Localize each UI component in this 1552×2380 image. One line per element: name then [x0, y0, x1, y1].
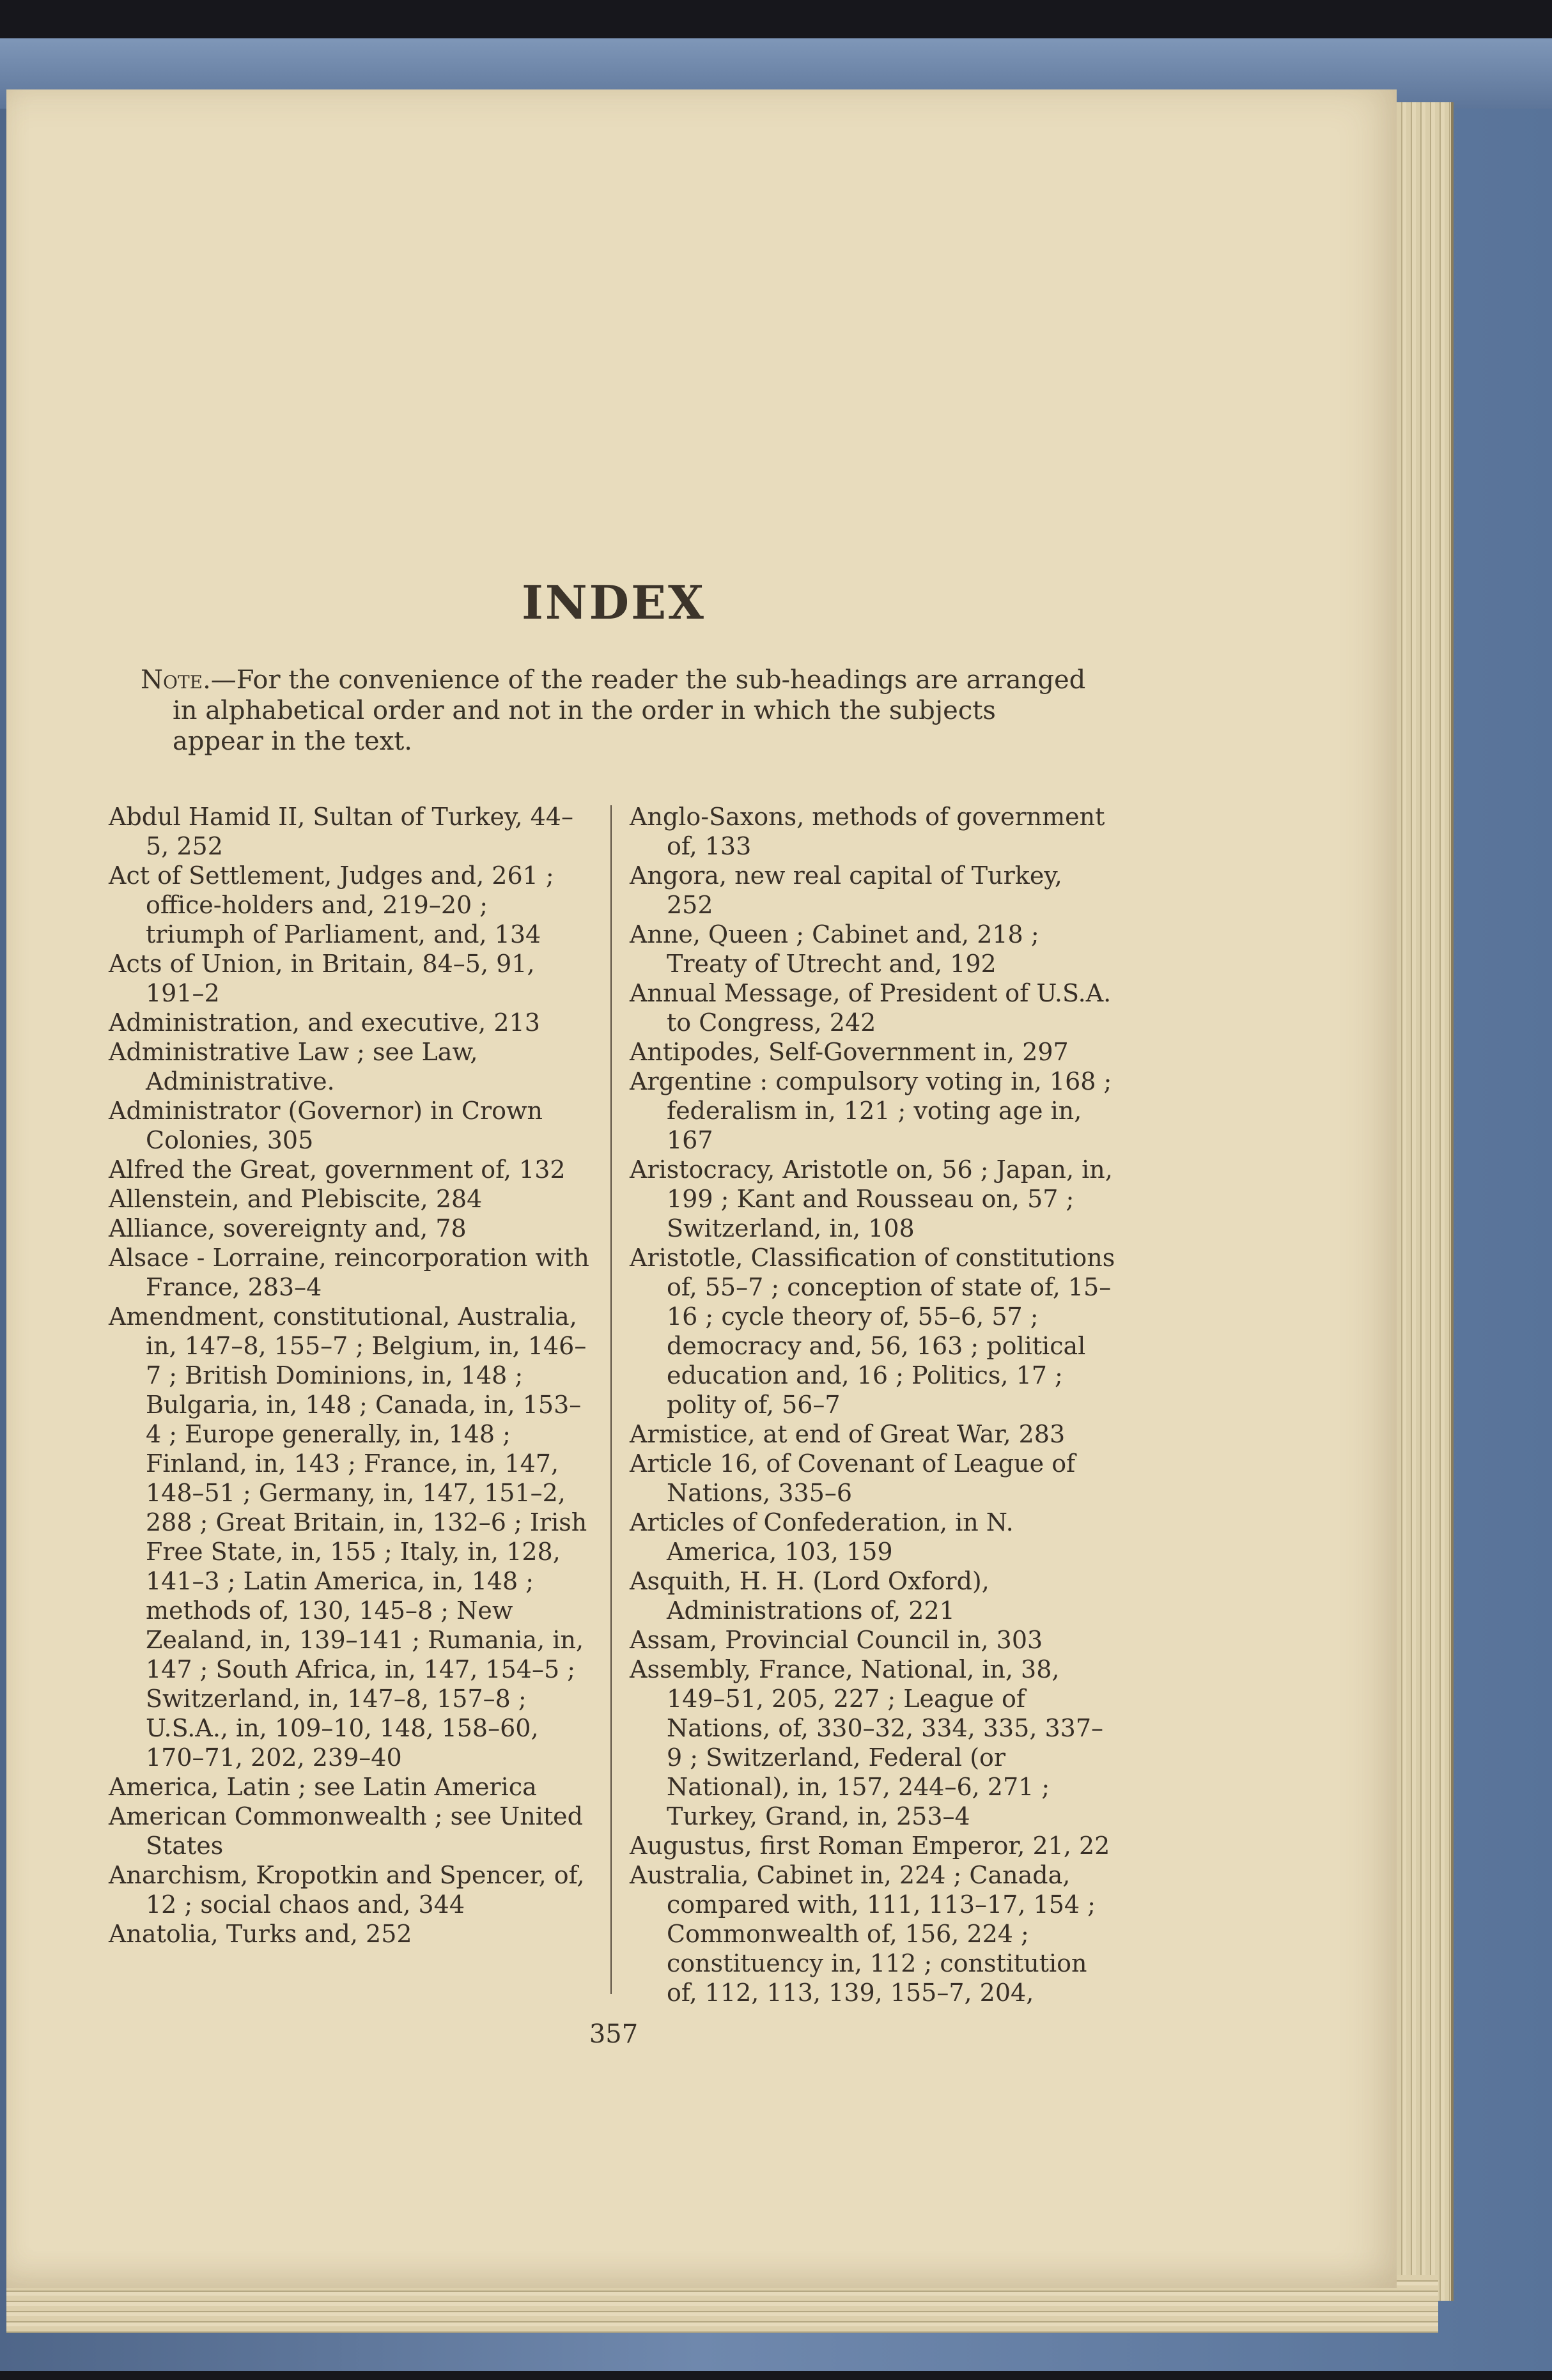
index-entry: Alfred the Great, government of, 132	[109, 1155, 566, 1184]
index-entry: Aristotle, Classification of constitutions of, 55–7 ; conception of state of, 15–16 ; cycle theory of, 55–6, 57 ; democracy and, 56, 163 ; political education and, 16 ; Politics, 17 ; polity of, 56–7	[630, 1244, 1115, 1419]
note-lead: Note.	[141, 665, 211, 695]
index-entry: Amendment, constitutional, Australia, in, 147–8, 155–7 ; Belgium, in, 146–7 ; British Dominions, in, 148 ; Bulgaria, in, 148 ; Canada, in, 153–4 ; Europe generally, in, 148 ; Finland, in, 143 ; France, in, 147, 148–51 ; Germany, in, 147, 151–2, 288 ; Great Britain, in, 132–6 ; Irish Free State, in, 155 ; Italy, in, 128, 141–3 ; Latin America, in, 148 ; methods of, 130, 145–8 ; New Zealand, in, 139–141 ; Rumania, in, 147 ; South Africa, in, 147, 154–5 ; Switzerland, in, 147–8, 157–8 ; U.S.A., in, 109–10, 148, 158–60, 170–71, 202, 239–40	[109, 1302, 587, 1772]
index-entry: Act of Settlement, Judges and, 261 ; office-holders and, 219–20 ; triumph of Parliament, and, 134	[109, 862, 554, 948]
index-entry: Administrative Law ; see Law, Administrative.	[109, 1038, 478, 1095]
column-divider	[610, 805, 612, 1994]
index-entry: Article 16, of Covenant of League of Nations, 335–6	[630, 1449, 1076, 1507]
index-entry: Articles of Confederation, in N. America, 103, 159	[630, 1508, 1014, 1566]
index-entry: Australia, Cabinet in, 224 ; Canada, compared with, 111, 113–17, 154 ; Commonwealth of, 156, 224 ; constituency in, 112 ; constitution of, 112, 113, 139, 155–7, 204,	[630, 1861, 1096, 2007]
index-entry: Angora, new real capital of Turkey, 252	[630, 862, 1062, 919]
index-entry: Aristocracy, Aristotle on, 56 ; Japan, in, 199 ; Kant and Rousseau on, 57 ; Switzerland, in, 108	[630, 1155, 1113, 1242]
index-entry: Administration, and executive, 213	[109, 1008, 540, 1037]
index-entry: American Commonwealth ; see United States	[109, 1802, 583, 1860]
index-entry: Anne, Queen ; Cabinet and, 218 ; Treaty of Utrecht and, 192	[630, 920, 1039, 978]
index-entry: Augustus, first Roman Emperor, 21, 22	[630, 1832, 1110, 1860]
index-heading: INDEX	[522, 575, 706, 630]
index-entry: Armistice, at end of Great War, 283	[630, 1420, 1066, 1448]
index-entry: Anglo-Saxons, methods of government of, 133	[630, 803, 1105, 860]
note-line-3: appear in the text.	[173, 727, 412, 756]
index-entry: Allenstein, and Plebiscite, 284	[109, 1185, 483, 1213]
index-entry: Annual Message, of President of U.S.A. to Congress, 242	[630, 979, 1112, 1037]
note-line-2: in alphabetical order and not in the order in which the subjects	[173, 696, 996, 725]
index-column-left	[109, 802, 594, 1949]
index-entry: Abdul Hamid II, Sultan of Turkey, 44–5, 252	[109, 803, 573, 860]
index-entry: America, Latin ; see Latin America	[109, 1773, 537, 1801]
index-page	[6, 89, 1397, 2288]
index-entry: Argentine : compulsory voting in, 168 ; federalism in, 121 ; voting age in, 167	[630, 1067, 1112, 1154]
index-column-right	[630, 802, 1115, 2007]
index-entry: Acts of Union, in Britain, 84–5, 91, 191–2	[109, 950, 535, 1007]
index-entry: Anatolia, Turks and, 252	[109, 1920, 412, 1948]
index-entry: Asquith, H. H. (Lord Oxford), Administrations of, 221	[630, 1567, 989, 1625]
index-entry: Anarchism, Kropotkin and Spencer, of, 12 ; social chaos and, 344	[109, 1861, 585, 1919]
index-entry: Assembly, France, National, in, 38, 149–51, 205, 227 ; League of Nations, of, 330–32, 334, 335, 337–9 ; Switzerland, Federal (or National), in, 157, 244–6, 271 ; Turkey, Grand, in, 253–4	[630, 1655, 1104, 1830]
page-number: 357	[589, 2020, 639, 2049]
index-entry: Administrator (Governor) in Crown Colonies, 305	[109, 1097, 543, 1154]
index-entry: Antipodes, Self-Government in, 297	[630, 1038, 1069, 1066]
note-line-1: —For the convenience of the reader the sub-headings are arranged	[210, 665, 1086, 695]
index-entry: Alliance, sovereignty and, 78	[109, 1214, 467, 1242]
index-entry: Alsace - Lorraine, reincorporation with France, 283–4	[109, 1244, 589, 1301]
index-note	[141, 665, 1112, 757]
index-entry: Assam, Provincial Council in, 303	[630, 1626, 1043, 1654]
